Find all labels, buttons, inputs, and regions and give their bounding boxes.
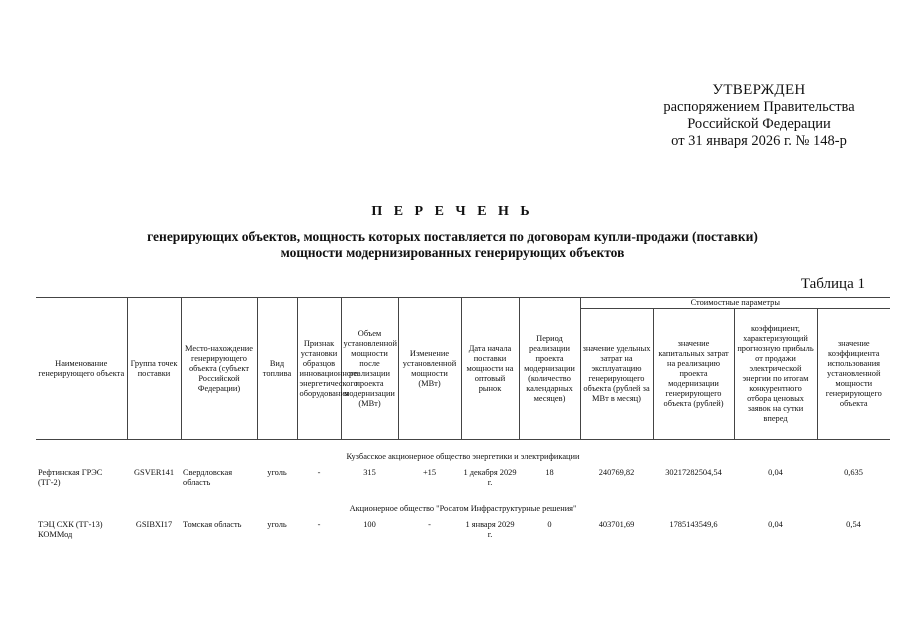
cell-location: Томская область — [183, 520, 242, 529]
col-header-group: Группа точек поставки — [127, 298, 181, 440]
generation-objects-table — [36, 297, 890, 554]
col-header-name: Наименование генерирующего объекта — [36, 298, 127, 440]
table-row — [36, 516, 890, 554]
col-header-change: Изменение установленной мощности (МВт) — [398, 298, 461, 440]
col-header-opex: значение удельных затрат на эксплуатацию генерирующего объекта (рублей за МВт в месяц) — [580, 309, 653, 440]
cell-fuel: уголь — [267, 520, 287, 529]
cell-fuel: уголь — [267, 468, 287, 477]
col-header-fuel: Вид топлива — [257, 298, 297, 440]
cell-flag: - — [317, 520, 321, 529]
cell-group: GSVER141 — [133, 468, 175, 477]
document-subtitle-line-1: генерирующих объектов, мощность которых поставляется по договорам купли-продажи (поставки) — [147, 229, 758, 244]
cell-start: 1 января 2029 г. — [465, 520, 515, 539]
col-header-coef-usage: значение коэффициента использования установленной мощности генерирующего объекта — [817, 309, 890, 440]
cell-coef-profit: 0,04 — [768, 520, 783, 529]
approval-line-1: распоряжением Правительства — [663, 99, 855, 115]
cell-change: +15 — [422, 468, 437, 477]
org-name: Акционерное общество "Росатом Инфраструктурные решения" — [349, 504, 577, 513]
cell-period: 0 — [547, 520, 552, 529]
col-header-period: Период реализации проекта модернизации (количество календарных месяцев) — [519, 298, 580, 440]
org-name: Кузбасское акционерное общество энергетики и электрификации — [346, 452, 580, 461]
approval-line-2: Российской Федерации — [687, 116, 831, 132]
table-header-row — [36, 298, 890, 309]
cell-change: - — [428, 520, 431, 529]
cell-start: 1 декабря 2029 г. — [463, 468, 517, 487]
approval-block — [659, 82, 859, 150]
document-subtitle — [0, 229, 905, 261]
cell-capex: 1785143549,6 — [669, 520, 718, 529]
approval-heading: УТВЕРЖДЕН — [712, 82, 806, 98]
cell-capacity: 100 — [363, 520, 376, 529]
cell-coef-profit: 0,04 — [768, 468, 783, 477]
table-row — [36, 464, 890, 502]
col-header-location: Место-нахождение генерирующего объекта (субъект Российской Федерации) — [181, 298, 257, 440]
col-header-flag: Признак установки образцов инновационного энергетического оборудования — [297, 298, 341, 440]
col-header-start: Дата начала поставки мощности на оптовый рынок — [461, 298, 519, 440]
col-header-capacity: Объем установленной мощности после реализации проекта модернизации (МВт) — [341, 298, 398, 440]
org-group-row — [36, 502, 890, 516]
cell-name: Рефтинская ГРЭС (ТГ-2) — [38, 468, 103, 487]
cell-opex: 403701,69 — [598, 520, 635, 529]
org-group-row — [36, 440, 890, 465]
cell-capex: 30217282504,54 — [665, 468, 722, 477]
col-header-coef-profit: коэффициент, характеризующий прогнозную прибыль от продажи электрической энергии по итогам конкурентного отбора ценовых заявок на сутки вперед — [734, 309, 817, 440]
table-label: Таблица 1 — [800, 276, 865, 292]
approval-line-3: от 31 января 2026 г. № 148-р — [671, 133, 847, 149]
col-header-capex: значение капитальных затрат на реализацию проекта модернизации генерирующего объекта (рублей) — [653, 309, 734, 440]
cell-group: GSIBXI17 — [135, 520, 173, 529]
document-title: П Е Р Е Ч Е Н Ь — [371, 204, 534, 219]
document-subtitle-line-2: мощности модернизированных генерирующих объектов — [280, 245, 625, 260]
cell-capacity: 315 — [363, 468, 376, 477]
cell-flag: - — [317, 468, 321, 477]
col-group-header-cost: Стоимостные параметры — [580, 298, 890, 309]
cell-name: ТЭЦ СХК (ТГ-13) КОММод — [38, 520, 103, 539]
cell-period: 18 — [545, 468, 554, 477]
cell-opex: 240769,82 — [598, 468, 635, 477]
cell-coef-usage: 0,54 — [846, 520, 861, 529]
cell-coef-usage: 0,635 — [844, 468, 863, 477]
cell-location: Свердловская область — [183, 468, 233, 487]
